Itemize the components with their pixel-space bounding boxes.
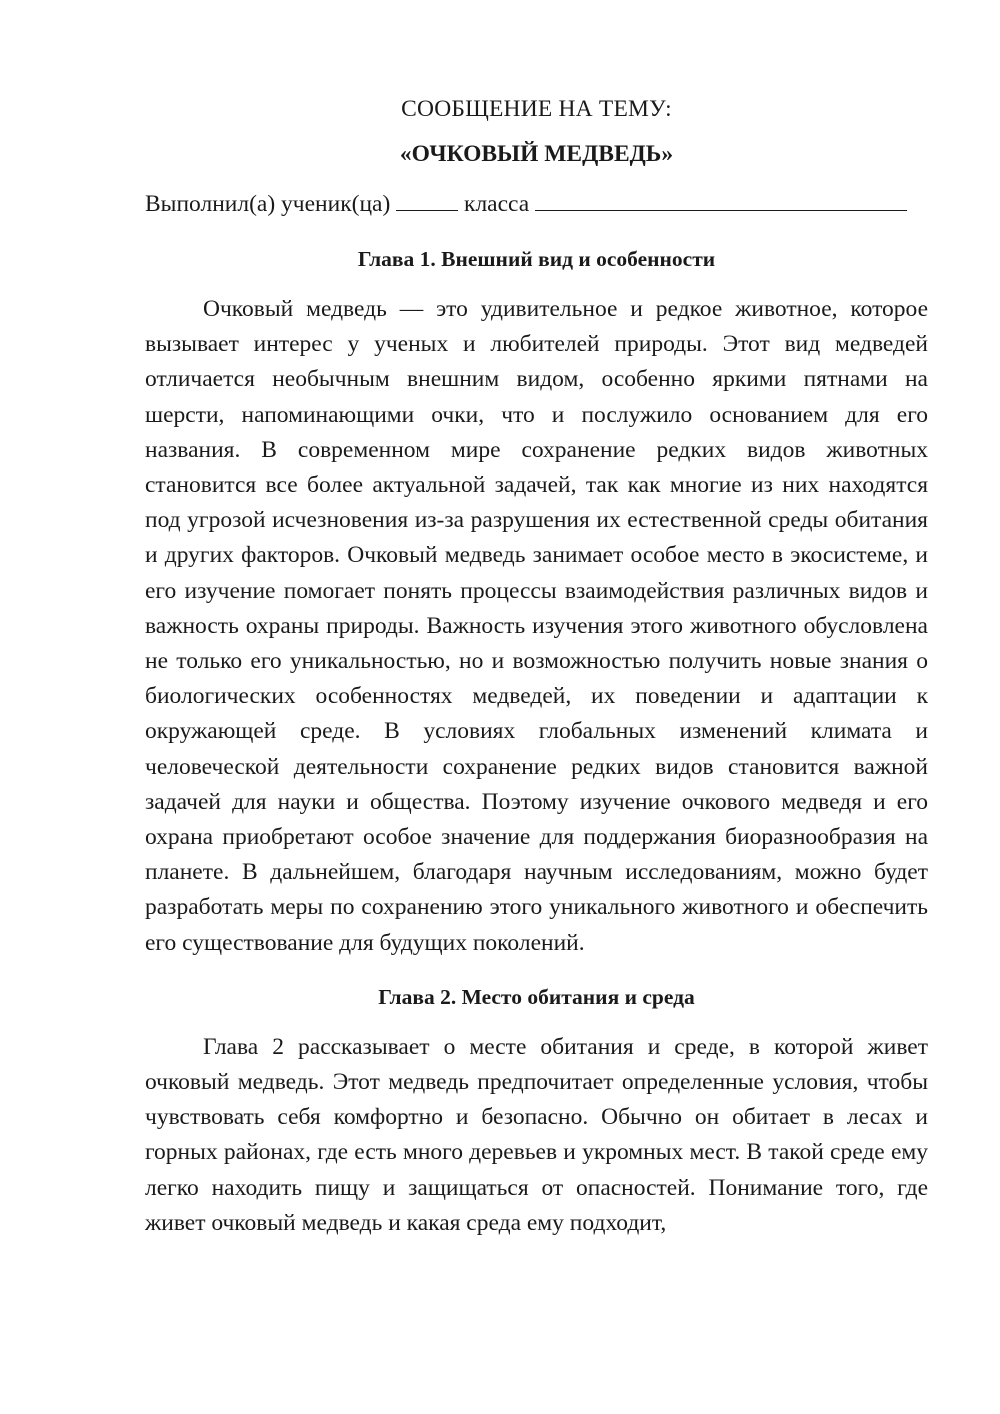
- document-title: «ОЧКОВЫЙ МЕДВЕДЬ»: [399, 141, 674, 167]
- student-prefix: Выполнил(а) ученик(ца): [145, 191, 391, 217]
- student-name-blank: [535, 188, 907, 211]
- chapter-1-paragraph: Очковый медведь — это удивительное и редкое животное, которое вызывает интерес у ученых и любителей природы. Этот вид медведей отличается необычным внешним видом, особенно яркими пятнами на шерсти, напоминающими очки, что и послужило основанием для его названия. В современном мире сохранение редких видов животных становится все более актуальной задачей, так как многие из них находятся под угрозой исчезновения из-за разрушения их естественной среды обитания и других факторов. Очковый медведь занимает особое место в экосистеме, и его изучение помогает понять процессы взаимодействия различных видов и важность охраны природы. Важность изучения этого животного обусловлена не только его уникальностью, но и возможностью получить новые знания о биологических особенностях медведей, их поведении и адаптации к окружающей среде. В условиях глобальных изменений климата и человеческой деятельности сохранение редких видов становится важной задачей для науки и общества. Поэтому изучение очкового медведя и его охрана приобретают особое значение для поддержания биоразнообразия на планете. В дальнейшем, благодаря научным исследованиям, можно будет разработать меры по сохранению этого уникального животного и обеспечить его существование для будущих поколений.: [145, 296, 928, 956]
- chapter-1-heading: Глава 1. Внешний вид и особенности: [357, 247, 716, 271]
- document-subtitle: СООБЩЕНИЕ НА ТЕМУ:: [401, 96, 672, 122]
- student-class-label: класса: [464, 191, 530, 217]
- document-page: [145, 92, 928, 1241]
- chapter-2-paragraph: Глава 2 рассказывает о месте обитания и среде, в которой живет очковый медведь. Этот медведь предпочитает определенные условия, чтобы чувствовать себя комфортно и безопасно. Обычно он обитает в лесах и горных районах, где есть много деревьев и укромных мест. В такой среде ему легко находить пищу и защищаться от опасностей. Понимание того, где живет очковый медведь и какая среда ему подходит,: [145, 1033, 928, 1236]
- student-info-line: [145, 187, 928, 222]
- class-number-blank: [396, 188, 458, 211]
- chapter-2-heading: Глава 2. Место обитания и среда: [378, 984, 695, 1009]
